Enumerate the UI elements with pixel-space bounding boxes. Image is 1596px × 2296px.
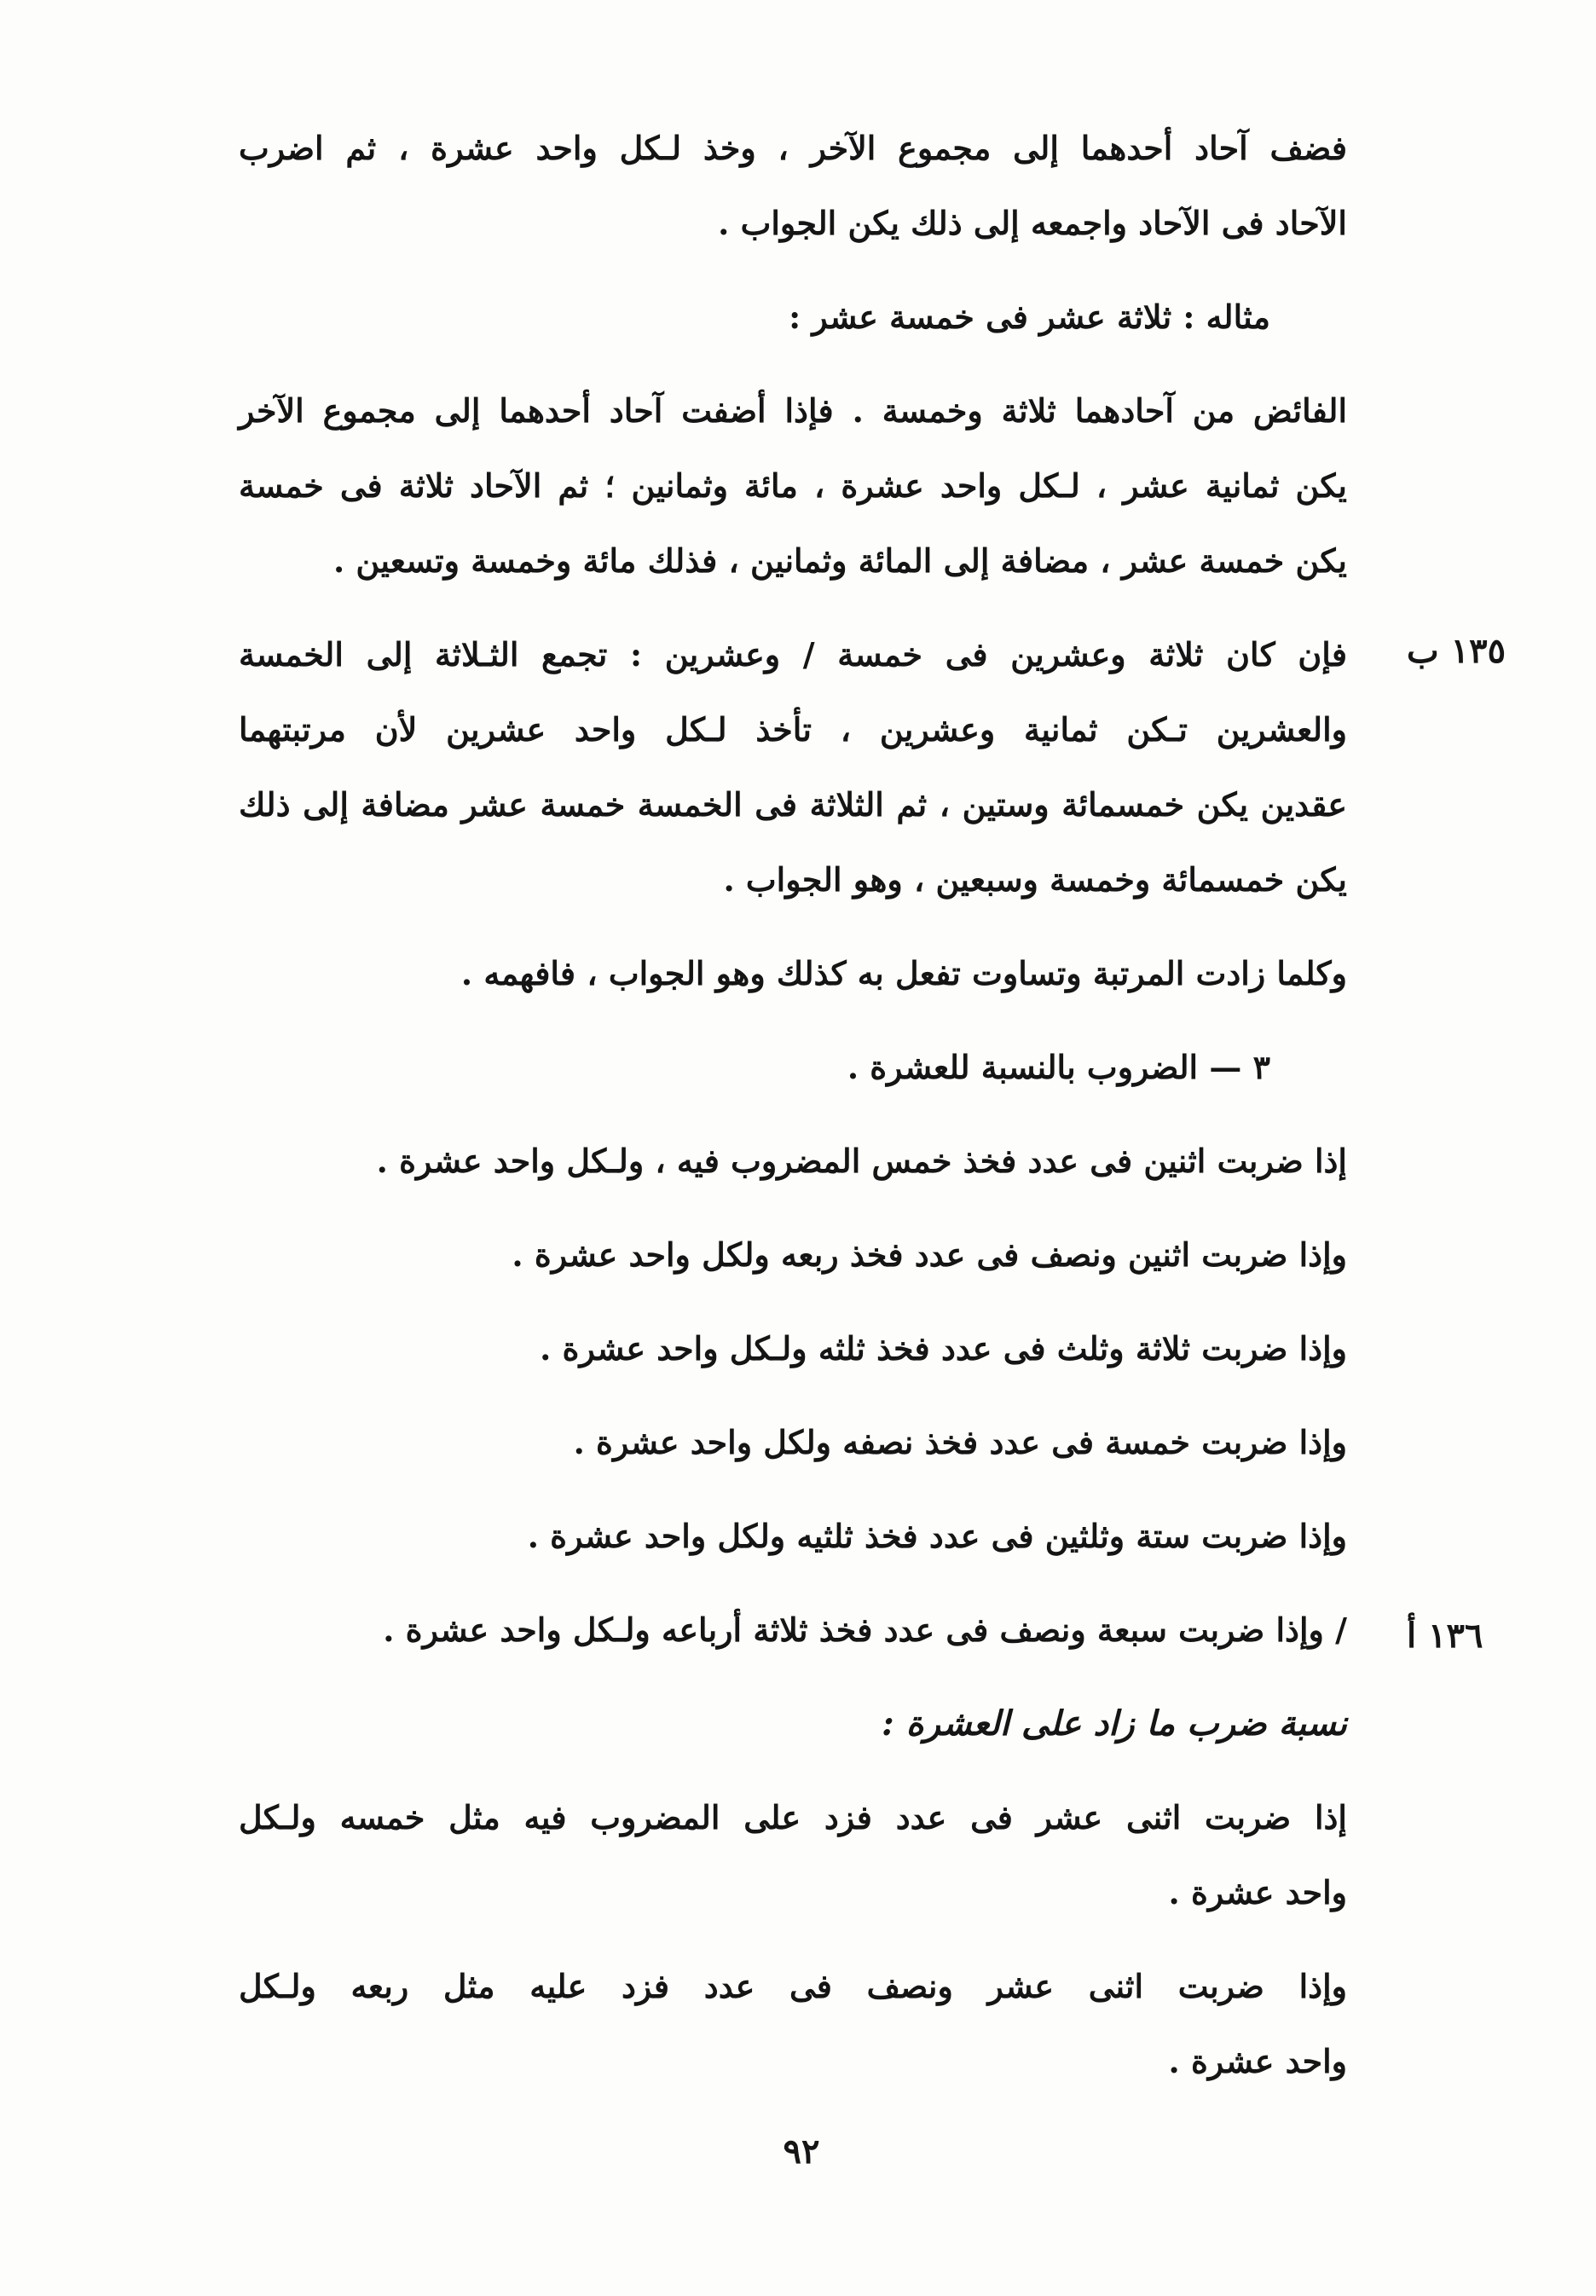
paragraph-7 <box>239 1124 1347 1199</box>
paragraph-3 <box>239 373 1347 599</box>
paragraph-8 <box>239 1217 1347 1293</box>
paragraph-14 <box>239 1780 1347 1930</box>
text-line: إذا ضربت اثنى عشر فى عدد فزد على المضروب فيه مثل خمسه ولـكل <box>239 1798 1347 1836</box>
text-line: وإذا ضربت ثلاثة وثلث فى عدد فخذ ثلثه ولـكل واحد عشرة . <box>540 1329 1347 1368</box>
text-line: وإذا ضربت اثنين ونصف فى عدد فخذ ربعه ولكل واحد عشرة . <box>512 1235 1347 1274</box>
text-line: عقدين يكن خمسمائة وستين ، ثم الثلاثة فى الخمسة خمسة عشر مضافة إلى ذلك <box>239 785 1347 824</box>
paragraph-10 <box>239 1405 1347 1480</box>
text-line: والعشرين تـكن ثمانية وعشرين ، تأخذ لـكل واحد عشرين لأن مرتبتهما <box>239 710 1347 749</box>
text-line: إذا ضربت اثنين فى عدد فخذ خمس المضروب فيه ، ولـكل واحد عشرة . <box>376 1142 1347 1180</box>
text-line: يكن خمسة عشر ، مضافة إلى المائة وثمانين ، فذلك مائة وخمسة وتسعين . <box>332 541 1347 580</box>
section-heading-3 <box>239 1030 1347 1105</box>
paragraph-5 <box>239 936 1347 1011</box>
paragraph-11 <box>239 1499 1347 1574</box>
paragraph-example-heading <box>239 280 1347 355</box>
paragraph-4 <box>239 617 1347 917</box>
text-line: واحد عشرة . <box>1168 2042 1347 2080</box>
text-line: مثاله : ثلاثة عشر فى خمسة عشر : <box>789 298 1270 336</box>
text-line: يكن خمسمائة وخمسة وسبعين ، وهو الجواب . <box>723 860 1347 899</box>
text-line: فإن كان ثلاثة وعشرين فى خمسة / وعشرين : تجمع الثـلاثة إلى الخمسة <box>239 635 1347 674</box>
text-line: وكلما زادت المرتبة وتساوت تفعل به كذلك وهو الجواب ، فافهمه . <box>460 954 1347 992</box>
text-line: يكن ثمانية عشر ، لـكل واحد عشرة ، مائة وثمانين ؛ ثم الآحاد ثلاثة فى خمسة <box>239 466 1347 505</box>
folio-marker-135b: ١٣٥ ب <box>1407 631 1506 671</box>
paragraph-1 <box>239 111 1347 261</box>
page-number: ٩٢ <box>783 2131 820 2172</box>
paragraph-9 <box>239 1311 1347 1386</box>
text-line: فضف آحاد أحدهما إلى مجموع الآخر ، وخذ لـكل واحد عشرة ، ثم اضرب <box>239 129 1347 167</box>
paragraph-12 <box>239 1593 1347 1668</box>
text-line: وإذا ضربت ستة وثلثين فى عدد فخذ ثلثيه ولكل واحد عشرة . <box>527 1517 1347 1555</box>
text-line: نسبة ضرب ما زاد على العشرة : <box>882 1703 1347 1744</box>
text-line: وإذا ضربت اثنى عشر ونصف فى عدد فزد عليه مثل ربعه ولـكل <box>239 1967 1347 2005</box>
text-line: ٣ — الضروب بالنسبة للعشرة . <box>847 1048 1270 1086</box>
folio-marker-136a: ١٣٦ أ <box>1407 1616 1483 1656</box>
section-heading-ratio <box>239 1686 1347 1761</box>
text-line: وإذا ضربت خمسة فى عدد فخذ نصفه ولكل واحد عشرة . <box>573 1423 1347 1461</box>
text-line: الفائض من آحادهما ثلاثة وخمسة . فإذا أضفت آحاد أحدهما إلى مجموع الآخر <box>239 391 1347 430</box>
text-line: واحد عشرة . <box>1168 1873 1347 1911</box>
paragraph-15 <box>239 1949 1347 2099</box>
text-line: / وإذا ضربت سبعة ونصف فى عدد فخذ ثلاثة أرباعه ولـكل واحد عشرة . <box>383 1611 1347 1649</box>
text-line: الآحاد فى الآحاد واجمعه إلى ذلك يكن الجواب . <box>718 204 1347 242</box>
main-text <box>239 111 1347 2118</box>
